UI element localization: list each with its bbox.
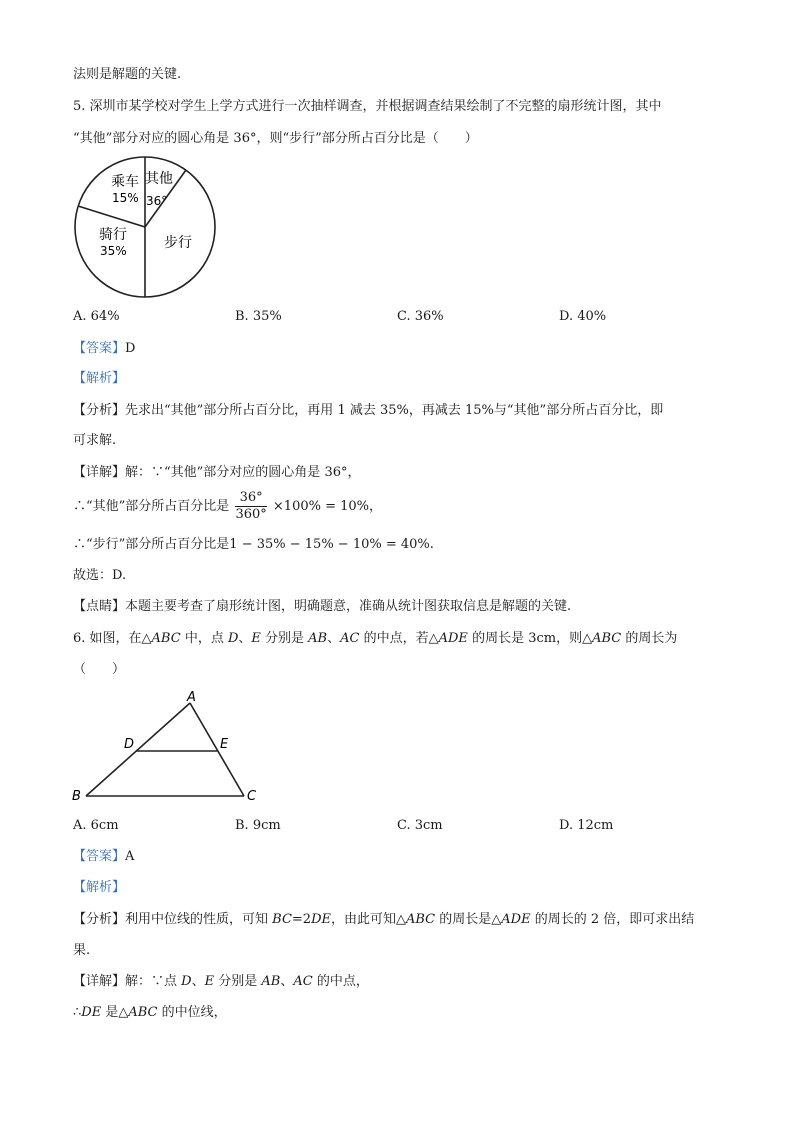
q5-jiexi: 【解析】 (73, 371, 126, 386)
side-ac (190, 703, 244, 796)
pie-chart-figure (72, 155, 222, 305)
q5-option-d: D. 40% (559, 309, 607, 324)
fenxi-tag: 【分析】 (73, 403, 126, 418)
q6-option-a: A. 6cm (73, 818, 119, 833)
pie-label-qixing: 骑行 (99, 227, 127, 243)
q5-conclusion: 故选：D. (73, 568, 127, 583)
xiangjie-tag: 【详解】 (73, 465, 126, 480)
t: ABC (592, 631, 622, 646)
q6-fenxi-line2: 果. (73, 943, 91, 958)
t: ABC (151, 631, 181, 646)
dianjing-tag: 【点睛】 (73, 599, 126, 614)
q6-xiangjie-line2 (73, 1004, 227, 1022)
pie-label-qita-deg: 36° (146, 194, 168, 208)
t: D (227, 631, 239, 646)
xiangjie-text: 解：∵“其他”部分对应的圆心角是 36°， (125, 465, 361, 480)
pie-label-qixing-pct: 35% (100, 244, 127, 258)
side-ab (86, 703, 190, 796)
t: 、 (327, 631, 341, 646)
q6-answer (73, 848, 134, 866)
t: D (181, 974, 192, 989)
frac-numerator: 36° (235, 490, 266, 507)
dianjing-text: 本题主要考查了扇形统计图，明确题意，准确从统计图获取信息是解题的关键. (125, 599, 572, 614)
q5-fenxi-line1 (73, 402, 663, 420)
pie-label-chengche: 乘车 (111, 174, 139, 190)
q6-option-b: B. 9cm (235, 818, 281, 833)
t: ，由此可知△ (331, 912, 406, 927)
t: 、 (191, 974, 205, 989)
q6-fenxi-line1 (73, 911, 694, 929)
t: AB (261, 974, 281, 989)
t: 是△ (101, 1005, 129, 1020)
q5-dianjing (73, 598, 571, 616)
t: 中，点 (180, 631, 228, 646)
t: E (204, 974, 215, 989)
q5-option-a: A. 64% (73, 309, 120, 324)
q5-answer (73, 340, 135, 358)
t: 、 (238, 631, 252, 646)
step2-pre: ∴“其他”部分所占百分比是 (73, 499, 230, 514)
fenxi-text: 先求出“其他”部分所占百分比，再用 1 减去 35%，再减去 15%与“其他”部分所占百分比，即 (125, 403, 664, 418)
t: =2 (291, 912, 312, 927)
answer-tag: 【答案】 (73, 341, 126, 356)
t: BC (272, 912, 292, 927)
pie-label-buxing: 步行 (164, 235, 192, 251)
t: ADE (501, 912, 531, 927)
t: ADE (438, 631, 468, 646)
q5-step3 (73, 536, 434, 554)
q5-stem-line2: “其他”部分对应的圆心角是 36°，则“步行”部分所占百分比是（ ） (73, 131, 478, 146)
t: 的中点， (312, 974, 369, 989)
q6-jiexi: 【解析】 (73, 880, 126, 895)
t: ABC (406, 912, 436, 927)
answer-tag: 【答案】 (73, 849, 126, 864)
step2-post: ×100% = 10%， (272, 499, 383, 514)
pie-label-qita: 其他 (145, 171, 173, 187)
step3-end: . (429, 537, 434, 552)
step2-fraction (235, 490, 266, 523)
xiangjie-tag: 【详解】 (73, 974, 126, 989)
t: AB (308, 631, 328, 646)
label-a: A (187, 690, 196, 705)
label-b: B (72, 789, 81, 804)
q6-stem-line2: （ ） (73, 662, 126, 677)
t: ABC (128, 1005, 158, 1020)
t: 、 (280, 974, 294, 989)
frac-denominator: 360° (235, 507, 267, 522)
answer-value: D (125, 341, 136, 356)
label-c: C (247, 789, 257, 804)
t: 的中点，若△ (359, 631, 439, 646)
q6-stem-line1 (73, 630, 677, 648)
t: DE (311, 912, 331, 927)
q6-xiangjie-line1 (73, 973, 369, 991)
t: AC (340, 631, 360, 646)
t: E (251, 631, 261, 646)
q6-option-d: D. 12cm (559, 818, 614, 833)
step3-math: 1 − 35% − 15% − 10% = 40% (229, 537, 430, 552)
t: DE (81, 1005, 102, 1020)
t: 的中位线， (157, 1005, 227, 1020)
answer-value: A (125, 849, 135, 864)
fenxi-tag: 【分析】 (73, 912, 126, 927)
pie-divider-left (78, 206, 145, 227)
q5-option-c: C. 36% (397, 309, 444, 324)
label-e: E (220, 737, 229, 752)
pie-label-chengche-pct: 15% (112, 191, 139, 205)
t: ∴ (73, 1005, 82, 1020)
q5-stem-line1: 5. 深圳市某学校对学生上学方式进行一次抽样调查，并根据调查结果绘制了不完整的扇形统计图，其中 (73, 99, 662, 114)
q5-fenxi-line2: 可求解. (73, 433, 117, 448)
t: 的周长的 2 倍，即可求出结 (530, 912, 695, 927)
q6-option-c: C. 3cm (397, 818, 443, 833)
q5-option-b: B. 35% (235, 309, 282, 324)
t: 的周长为 (621, 631, 678, 646)
step3-pre: ∴“步行”部分所占百分比是 (73, 537, 230, 552)
t: 利用中位线的性质，可知 (125, 912, 273, 927)
line-rule-key: 法则是解题的关键. (73, 67, 182, 82)
t: 分别是 (260, 631, 309, 646)
t: 的周长是△ (435, 912, 502, 927)
q5-step2 (73, 490, 382, 524)
t: AC (293, 974, 313, 989)
t: 的周长是 3cm，则△ (467, 631, 593, 646)
label-d: D (124, 737, 135, 752)
triangle-figure (70, 690, 270, 810)
t: 6. 如图，在△ (73, 631, 152, 646)
t: 分别是 (214, 974, 262, 989)
t: 解：∵点 (125, 974, 182, 989)
q5-xiangjie-line1 (73, 464, 360, 482)
